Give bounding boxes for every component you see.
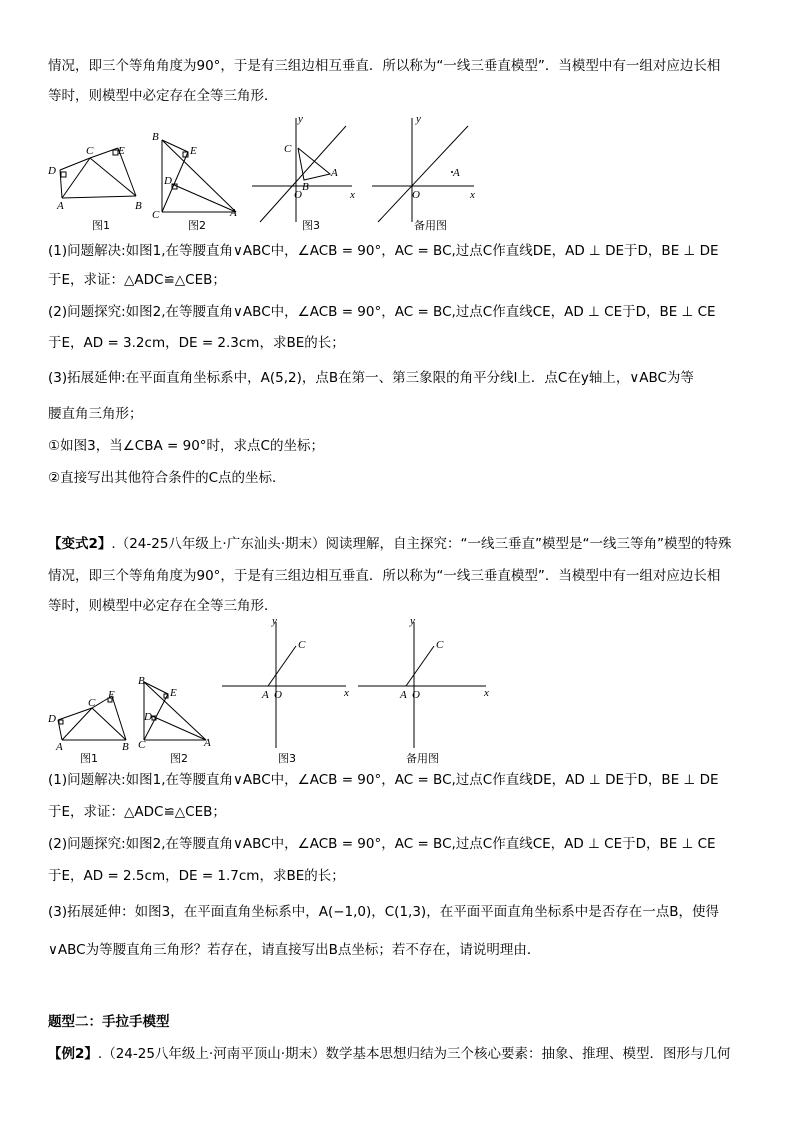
paragraph-line: 情况，即三个等角角度为90°，于是有三组边相互垂直．所以称为“一线三垂直模型”．当模型中有一组对应边长相 — [48, 568, 721, 584]
point-label: D — [48, 713, 56, 725]
point-label: A — [400, 689, 407, 701]
variant-figure-2-caption: 图2 — [170, 752, 188, 765]
point-label: C — [88, 697, 96, 709]
figure-spare-caption: 备用图 — [414, 219, 447, 232]
point-label: C — [86, 145, 94, 157]
variant-figure-1-caption: 图1 — [80, 752, 98, 765]
point-label: A — [453, 167, 460, 179]
point-label: O — [412, 689, 420, 701]
point-label: A — [262, 689, 269, 701]
point-label: C — [436, 639, 444, 651]
question-1-line: (1)问题解决:如图1,在等腰直角∨ABC中，∠ACB = 90°，AC = BC,过点C作直线DE，AD ⊥ DE于D，BE ⊥ DE — [48, 772, 719, 788]
question-3-sub: ②直接写出其他符合条件的C点的坐标． — [48, 470, 286, 486]
point-label: B — [152, 131, 159, 143]
point-label: O — [274, 689, 282, 701]
axis-label: y — [410, 616, 415, 627]
section-heading: 题型二：手拉手模型 — [48, 1014, 170, 1030]
point-label: A — [230, 207, 237, 219]
figure-2-caption: 图2 — [188, 219, 206, 232]
point-label: D — [48, 165, 56, 177]
point-label: O — [294, 189, 302, 201]
variant-title: 【变式2】 — [48, 536, 112, 552]
paragraph-line: 等时，则模型中必定存在全等三角形． — [48, 598, 278, 614]
point-label: D — [144, 711, 152, 723]
figure-row-2 — [40, 616, 500, 766]
point-label: B — [138, 675, 145, 687]
point-label: E — [190, 145, 197, 157]
axis-label: y — [298, 113, 303, 125]
question-2-line: 于E，AD = 3.2cm，DE = 2.3cm，求BE的长； — [48, 335, 345, 351]
question-3-line: ∨ABC为等腰直角三角形？若存在，请直接写出B点坐标；若不存在，请说明理由． — [48, 942, 541, 958]
point-label: C — [284, 143, 292, 155]
paragraph-line: 等时，则模型中必定存在全等三角形． — [48, 88, 278, 104]
question-1-line: (1)问题解决:如图1,在等腰直角∨ABC中，∠ACB = 90°，AC = BC,过点C作直线DE，AD ⊥ DE于D，BE ⊥ DE — [48, 243, 719, 259]
question-3-line: (3)拓展延伸：如图3，在平面直角坐标系中，A(−1,0)，C(1,3)，在平面平面直角坐标系中是否存在一点B，使得 — [48, 904, 719, 920]
point-label: E — [118, 145, 125, 157]
point-label: E — [108, 689, 115, 701]
question-2-line: (2)问题探究:如图2,在等腰直角∨ABC中，∠ACB = 90°，AC = BC,过点C作直线CE，AD ⊥ CE于D，BE ⊥ CE — [48, 304, 716, 320]
question-3-sub: ①如图3，当∠CBA = 90°时，求点C的坐标； — [48, 438, 324, 454]
point-label: A — [204, 737, 211, 749]
axis-label: x — [484, 687, 489, 699]
axis-label: x — [350, 189, 355, 201]
question-1-line: 于E，求证：△ADC≌△CEB； — [48, 272, 226, 288]
point-label: C — [298, 639, 306, 651]
question-3-line: 腰直角三角形； — [48, 406, 143, 422]
axis-label: x — [470, 189, 475, 201]
point-label: D — [164, 175, 172, 187]
point-label: B — [135, 200, 142, 212]
figure-row-1 — [40, 112, 500, 236]
figure-3-caption: 图3 — [302, 219, 320, 232]
question-1-line: 于E，求证：△ADC≌△CEB； — [48, 804, 226, 820]
question-2-line: (2)问题探究:如图2,在等腰直角∨ABC中，∠ACB = 90°，AC = BC,过点C作直线CE，AD ⊥ CE于D，BE ⊥ CE — [48, 836, 716, 852]
axis-label: x — [344, 687, 349, 699]
question-2-line: 于E，AD = 2.5cm，DE = 1.7cm，求BE的长； — [48, 868, 345, 884]
example-line: 【例2】.（24-25八年级上·河南平顶山·期末）数学基本思想归结为三个核心要素：抽象、推理、模型．图形与几何 — [48, 1046, 731, 1062]
axis-label: y — [272, 616, 277, 627]
variant-figure-spare-caption: 备用图 — [406, 752, 439, 765]
point-label: A — [57, 200, 64, 212]
point-label: A — [56, 741, 63, 753]
figure-2 — [162, 140, 236, 212]
point-label: B — [302, 181, 309, 193]
point-label: A — [331, 167, 338, 179]
point-label: O — [412, 189, 420, 201]
point-label: C — [152, 209, 160, 221]
variant-figure-3-caption: 图3 — [278, 752, 296, 765]
figure-1-caption: 图1 — [92, 219, 110, 232]
question-3-line: (3)拓展延伸:在平面直角坐标系中，A(5,2)，点B在第一、第三象限的角平分线l上．点C在y轴上，∨ABC为等 — [48, 370, 694, 386]
paragraph-line: 情况，即三个等角角度为90°，于是有三组边相互垂直．所以称为“一线三垂直模型”．当模型中有一组对应边长相 — [48, 58, 721, 74]
point-label: E — [170, 687, 177, 699]
point-label: C — [138, 739, 146, 751]
example-title: 【例2】 — [48, 1046, 98, 1062]
variant-intro: 【变式2】.（24-25八年级上·广东汕头·期末）阅读理解，自主探究：“一线三垂直”模型是“一线三等角”模型的特殊 — [48, 536, 732, 552]
axis-label: y — [416, 113, 421, 125]
point-label: B — [122, 741, 129, 753]
